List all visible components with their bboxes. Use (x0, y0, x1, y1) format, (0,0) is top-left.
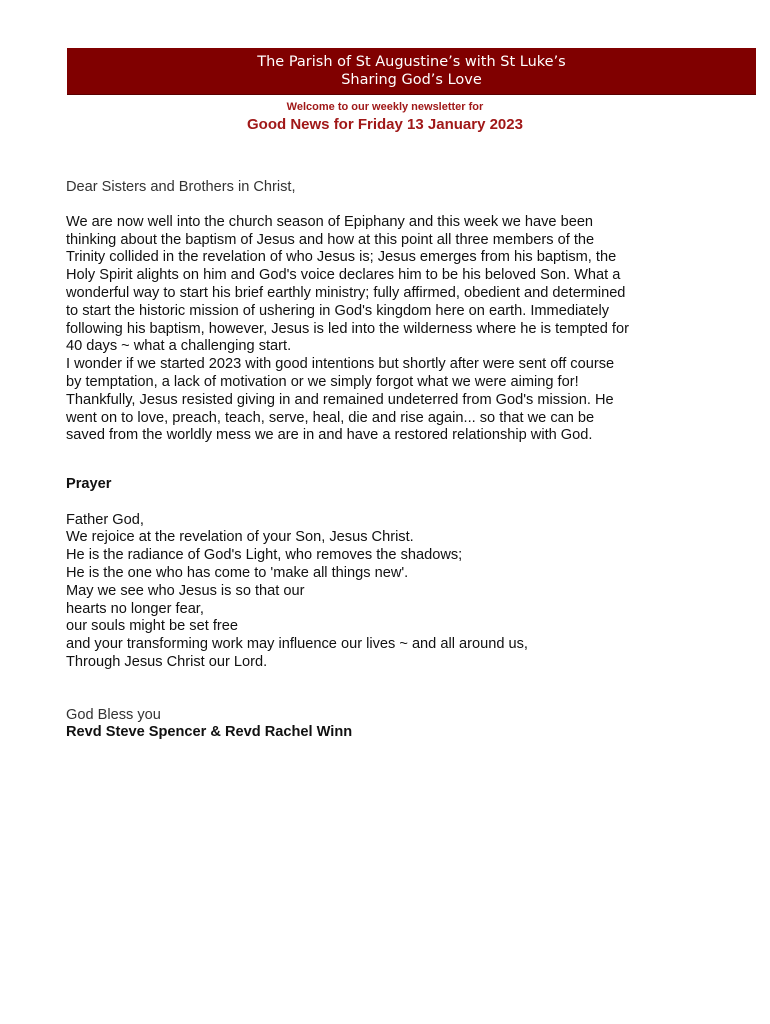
parish-motto: Sharing God’s Love (341, 72, 482, 88)
newsletter-headline: Good News for Friday 13 January 2023 (247, 116, 523, 133)
letter-body (66, 179, 716, 742)
prayer-section (66, 458, 716, 689)
signature: Revd Steve Spencer & Revd Rachel Winn (66, 724, 353, 741)
prayer-title: Prayer (66, 475, 112, 492)
greeting: Dear Sisters and Brothers in Christ, (66, 179, 296, 195)
paragraph-epiphany: We are now well into the church season of Epiphany and this week we have been thinking about the baptism of Jesus and how at this point all three members of the Trinity collided in the revelation of who Jesus is; Jesus emerges from his baptism, the Holy Spirit alights on him and God's voice declares him to be his beloved Son. What a wonderful way to start his brief earthly ministry; fully affirmed, obedient and determined to start the historic mission of ushering in God's kingdom here on earth. Immediately following his baptism, however, Jesus is led into the wilderness where he is tempted for 40 days ~ what a challenging start. (66, 213, 629, 355)
newsletter-banner (67, 48, 756, 95)
paragraph-temptation: I wonder if we started 2023 with good intentions but shortly after were sent off course by temptation, a lack of motivation or we simply forgot what we were aiming for! Thankfully, Jesus resisted giving in and remained undeterred from God's mission. He went on to love, preach, teach, serve, heal, die and rise again... so that we can be saved from the worldly mess we are in and have a restored relationship with God. (66, 356, 615, 444)
prayer-text: Father God, We rejoice at the revelation of your Son, Jesus Christ. He is the radiance of God's Light, who removes the shadows; He is the one who has come to 'make all things new'. May we see who Jesus is so that our hearts no longer fear, our souls might be set free and your transforming work may influence our lives ~ and all around us, Through Jesus Christ our Lord. (66, 511, 528, 670)
welcome-text: Welcome to our weekly newsletter for (286, 101, 484, 113)
parish-name: The Parish of St Augustine’s with St Luke’s (257, 54, 566, 70)
blessing: God Bless you (66, 706, 161, 723)
